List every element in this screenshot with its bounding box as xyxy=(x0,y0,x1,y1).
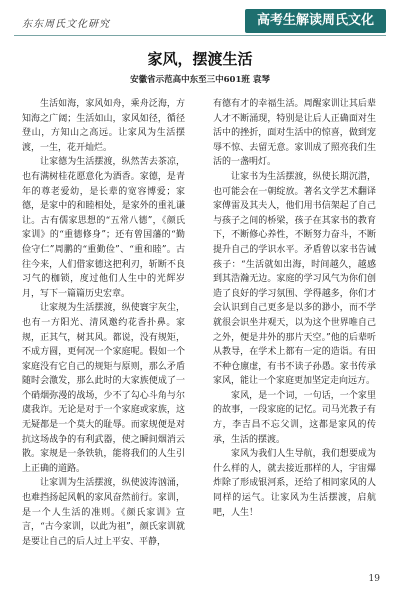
paragraph: 让家训为生活摆渡，纵使波涛汹涌，也难挡扬起风帆的家风奋然前行。家训，是一个人生活的准则。《颜氏家训》宣言，“古今家训，以此为祖”，颜氏家训就是要让自己的后人过上平安、平静， xyxy=(22,478,185,547)
paragraph: 有德有才的幸福生活。周醒家训让其后辈人才不断涌现，特别是让后人正确面对生活中的挫折，面对生活中的惊喜，做到宠辱不惊、去留无意。家训成了照亮我们生活的一盏明灯。 xyxy=(213,99,376,168)
paragraph: 让家书为生活摆渡，纵使长期沉潜，也可能会在一朝绽放。著名文学艺术翻译家傅雷及其夫人，他们用书信架起了自己与孩子之间的桥梁，孩子在其家书的教育下，不断修心养性，不断努力奋斗，不断提升自己的学识水平。矛盾曾以家书告诫孩子：“生活就如出海，时间越久，越感到其浩瀚无边。家庭的学习风气为你们创造了良好的学习氛围、学得越多，你们才会认识到自己更多是以多的渺小，而不学就很会识坐井观天，以为这个世界唯自己之外，便是井外的那片天空。”他的后辈听从教导，在学术上都有一定的造诣。有田不种仓廪虚，有书不读子孙愚。家书传承家风，能让一个家庭更加坚定走向远方。 xyxy=(213,171,376,387)
paragraph: 让家规为生活摆渡，纵使寰宇灰尘，也有一方阳光、清风邀约花香扑鼻。家规，正其气，树其风。都说，没有规矩，不成方圆，更何况一个家庭呢。假如一个家庭没有它自己的规矩与原则，那么矛盾随时会激发，那么此时的大家族便成了一个硝烟弥漫的战场，少不了勾心斗角与尔虞我诈。无论是对于一个家庭或家族，这无疑都是一个莫大的耻辱。而家规便是对抗这场战争的有利武器，使之瞬间烟消云散。家规是一条铁轨，能将我们的人生引上正确的道路。 xyxy=(22,303,185,474)
paragraph: 让家德为生活摆渡，纵然苦去茶凉，也有满树桂花愿意化为酒香。家德，是青年的尊老爱幼，是长辈的宽容博爱；家德，是家中的和睦相处，是家外的重礼谦让。古有儒家思想的“五常八德”，《颜氏家训》的“重德修身”；还有曾国藩的“勤俭守仁”周鹏的“重勤俭”、“重和睦”。古往今来，人们借家德这把利刃，斩断不良习气的枷锁，度过他们人生中的光辉岁月，写下一篇篇历史宏章。 xyxy=(22,157,185,299)
page-number: 19 xyxy=(368,574,380,584)
header-divider xyxy=(14,35,386,36)
section-banner: 高考生解读周氏文化 xyxy=(245,9,386,33)
paragraph: 生活如海，家风如舟，乘舟泛海，方知海之广阔；生活如山，家风如径，循径登山，方知山之高远。让家风为生活摆渡，一生，花开灿烂。 xyxy=(22,99,185,153)
page-header xyxy=(0,8,400,36)
paragraph: 家风，是一个词，一句话，一个家里的故事，一段家庭的记忆。司马光教子有方，李吉昌不忘父训，这都是家风的传承，生活的摆渡。 xyxy=(213,390,376,445)
article-title: 家风，摆渡生活 xyxy=(147,50,253,68)
journal-name: 东东周氏文化研究 xyxy=(22,19,110,30)
right-column xyxy=(213,97,376,567)
paragraph: 家风为我们人生导航，我们想要成为什么样的人，就去接近那样的人，宇宙爆炸除了形成银河系，还给了相同家风的人同样的运气。让家风为生活摆渡，启航吧，人生！ xyxy=(213,449,376,518)
left-column xyxy=(22,97,185,567)
article-byline: 安徽省示范高中东至三中601班 袁琴 xyxy=(130,75,270,85)
